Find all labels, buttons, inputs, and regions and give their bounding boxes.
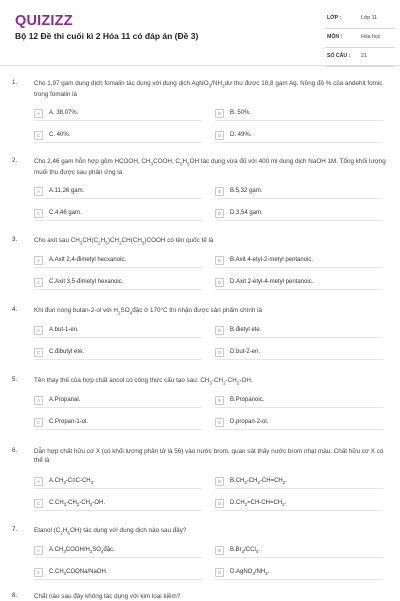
option-d[interactable]: [215, 416, 383, 430]
option-text: B.đietyl ete.: [230, 327, 262, 333]
meta-label: LỚP :: [327, 15, 342, 21]
option-text: $A.CH_3COOH/H_2SO_4đặc$.: [49, 547, 115, 555]
option-letter-box: C: [34, 418, 43, 427]
option-a[interactable]: [34, 107, 202, 121]
option-a[interactable]: [34, 185, 202, 199]
option-b[interactable]: [215, 475, 383, 489]
option-d[interactable]: [215, 566, 383, 580]
option-c[interactable]: [34, 566, 202, 580]
meta-value: Lớp 11: [361, 15, 377, 21]
option-letter-box: A: [34, 256, 43, 265]
option-d[interactable]: [215, 346, 383, 360]
quizizz-logo: QUIZIZZ: [15, 13, 73, 29]
option-text: D.propan-2-ol.: [230, 419, 269, 425]
question-text: Chất nào sau đây không tác dụng với kim loại kiềm?: [34, 593, 181, 600]
option-a[interactable]: [34, 544, 202, 558]
page-header: [0, 0, 400, 64]
option-letter-box: A: [34, 477, 43, 486]
option-b[interactable]: [215, 107, 383, 121]
option-text: $B.Br_2/CCl_4$.: [230, 547, 260, 555]
question-number: 6.: [12, 447, 18, 454]
meta-label: MÔN :: [327, 34, 343, 40]
option-text: A.but-1-en.: [49, 327, 79, 333]
option-text: $A.CH_3-C\equiv C-CH_3$.: [49, 478, 95, 486]
option-letter-box: B: [215, 326, 224, 335]
option-letter-box: C: [34, 278, 43, 287]
option-letter-box: C: [34, 568, 43, 577]
meta-value: 21: [361, 53, 367, 59]
option-text: D.but-2-en.: [230, 349, 261, 355]
option-text: $C.CH_3COONa$/NaOH.: [49, 569, 108, 577]
meta-row-subject: [325, 31, 395, 48]
option-d[interactable]: [215, 497, 383, 511]
option-c[interactable]: [34, 276, 202, 290]
option-text: B.Axit 4-etyl-2-metyl pentanoic.: [230, 257, 314, 263]
option-letter-box: C: [34, 348, 43, 357]
option-letter-box: B: [215, 477, 224, 486]
question-text: Etanol $(C_2H_5OH)$ tác dụng với dung dịch nào sau đây?: [34, 527, 187, 536]
option-letter-box: D: [215, 131, 224, 140]
question-text: Cho 2,46 gam hỗn hợp gồm HCOOH, $CH_3COOH$, $C_6H_5OH$ tác dụng vừa đủ với 400 ml dung dịch NaOH 1M. Tổng khối lượng muối thu được sau phản ứng là: [34, 158, 386, 177]
option-letter-box: A: [34, 546, 43, 555]
option-text: C.đibutyl ete.: [49, 349, 85, 355]
question-number: 1.: [12, 79, 18, 86]
option-c[interactable]: [34, 207, 202, 221]
option-letter-box: B: [215, 109, 224, 118]
option-text: $D.CH_2=CH-CH=CH_2$.: [230, 500, 287, 508]
question-text: Cho axit sau $CH_3CH(C_2H_5)CH_2CH(CH_3)COOH$ có tên quốc tế là: [34, 237, 214, 246]
question-text: Khi đun nóng butan-2-ol với $H_2SO_4đặc$ ở 170°C thì nhận được sản phẩm chính là: [34, 307, 262, 316]
option-text: C.4,46 gam.: [49, 210, 82, 216]
option-b[interactable]: [215, 185, 383, 199]
option-letter-box: D: [215, 499, 224, 508]
option-text: A.Propanal.: [49, 397, 81, 403]
meta-row-class: [325, 12, 395, 29]
option-letter-box: A: [34, 187, 43, 196]
option-text: D.3,54 gam.: [230, 210, 263, 216]
header-divider: [0, 65, 400, 66]
option-a[interactable]: [34, 475, 202, 489]
question-text: Dẫn hợp chất hữu cơ X (có khối lượng phân tử là 56) vào nước brom, quan sát thấy nước brom nhạt màu. Chất hữu cơ X có thể là: [34, 448, 384, 464]
option-b[interactable]: [215, 324, 383, 338]
question-number: 8.: [12, 592, 18, 599]
option-text: $C.CH_3-CH_2-CH_2-OH$.: [49, 500, 106, 508]
option-letter-box: D: [215, 568, 224, 577]
option-text: C. 40%.: [49, 132, 71, 138]
question-number: 5.: [12, 376, 18, 383]
option-text: A.Axit 2,4-đimetyl hecxanoic.: [49, 257, 127, 263]
option-letter-box: B: [215, 256, 224, 265]
option-letter-box: C: [34, 499, 43, 508]
option-text: C.Axit 3,5-đimetyl hexanoic.: [49, 279, 124, 285]
question-number: 7.: [12, 526, 18, 533]
meta-label: SỐ CÂU :: [327, 53, 351, 59]
option-b[interactable]: [215, 544, 383, 558]
option-letter-box: C: [34, 131, 43, 140]
option-text: B.Propanoic.: [230, 397, 265, 403]
option-text: $D.AgNO_3/NH_3$.: [230, 569, 270, 577]
option-d[interactable]: [215, 129, 383, 143]
question-text: Cho 1,97 gam dung dịch fomalin tác dụng với dung dịch $AgNO_3/NH_3dư$ thu được 10,8 gam Ag. Nồng độ % của andehit fomic trong fomalin là: [34, 80, 383, 99]
option-letter-box: A: [34, 109, 43, 118]
option-d[interactable]: [215, 207, 383, 221]
option-letter-box: C: [34, 209, 43, 218]
option-text: D. 49%.: [230, 132, 252, 138]
option-text: $B.CH_3-CH_2-CH=CH_2$.: [230, 478, 287, 486]
option-c[interactable]: [34, 129, 202, 143]
option-text: B.5,32 gam.: [230, 188, 263, 194]
document-title: Bộ 12 Đề thi cuối kì 2 Hóa 11 có đáp án (Đề 3): [15, 31, 199, 41]
question-number: 3.: [12, 236, 18, 243]
option-letter-box: D: [215, 418, 224, 427]
option-letter-box: A: [34, 396, 43, 405]
option-b[interactable]: [215, 254, 383, 268]
option-a[interactable]: [34, 254, 202, 268]
option-text: A.11,26 gam.: [49, 188, 85, 194]
option-letter-box: B: [215, 187, 224, 196]
meta-panel: [325, 12, 395, 67]
question-number: 2.: [12, 157, 18, 164]
option-letter-box: D: [215, 348, 224, 357]
option-a[interactable]: [34, 324, 202, 338]
option-a[interactable]: [34, 394, 202, 408]
option-letter-box: A: [34, 326, 43, 335]
option-letter-box: B: [215, 396, 224, 405]
option-d[interactable]: [215, 276, 383, 290]
meta-value: Hóa học: [361, 34, 381, 40]
option-text: D.Axit 2-etyl-4-metyl pentanoic.: [230, 279, 314, 285]
option-text: C.Propan-1-ol.: [49, 419, 89, 425]
option-letter-box: B: [215, 546, 224, 555]
option-b[interactable]: [215, 394, 383, 408]
option-c[interactable]: [34, 346, 202, 360]
option-letter-box: D: [215, 209, 224, 218]
option-c[interactable]: [34, 416, 202, 430]
option-text: B. 50%.: [230, 110, 252, 116]
question-number: 4.: [12, 306, 18, 313]
question-text: Tên thay thế của hợp chất ancol có công thức cấu tạo sau: $CH_3-CH_2-CH_2-OH$.: [34, 377, 253, 386]
option-letter-box: D: [215, 278, 224, 287]
option-c[interactable]: [34, 497, 202, 511]
option-text: A. 38,07%.: [49, 110, 79, 116]
